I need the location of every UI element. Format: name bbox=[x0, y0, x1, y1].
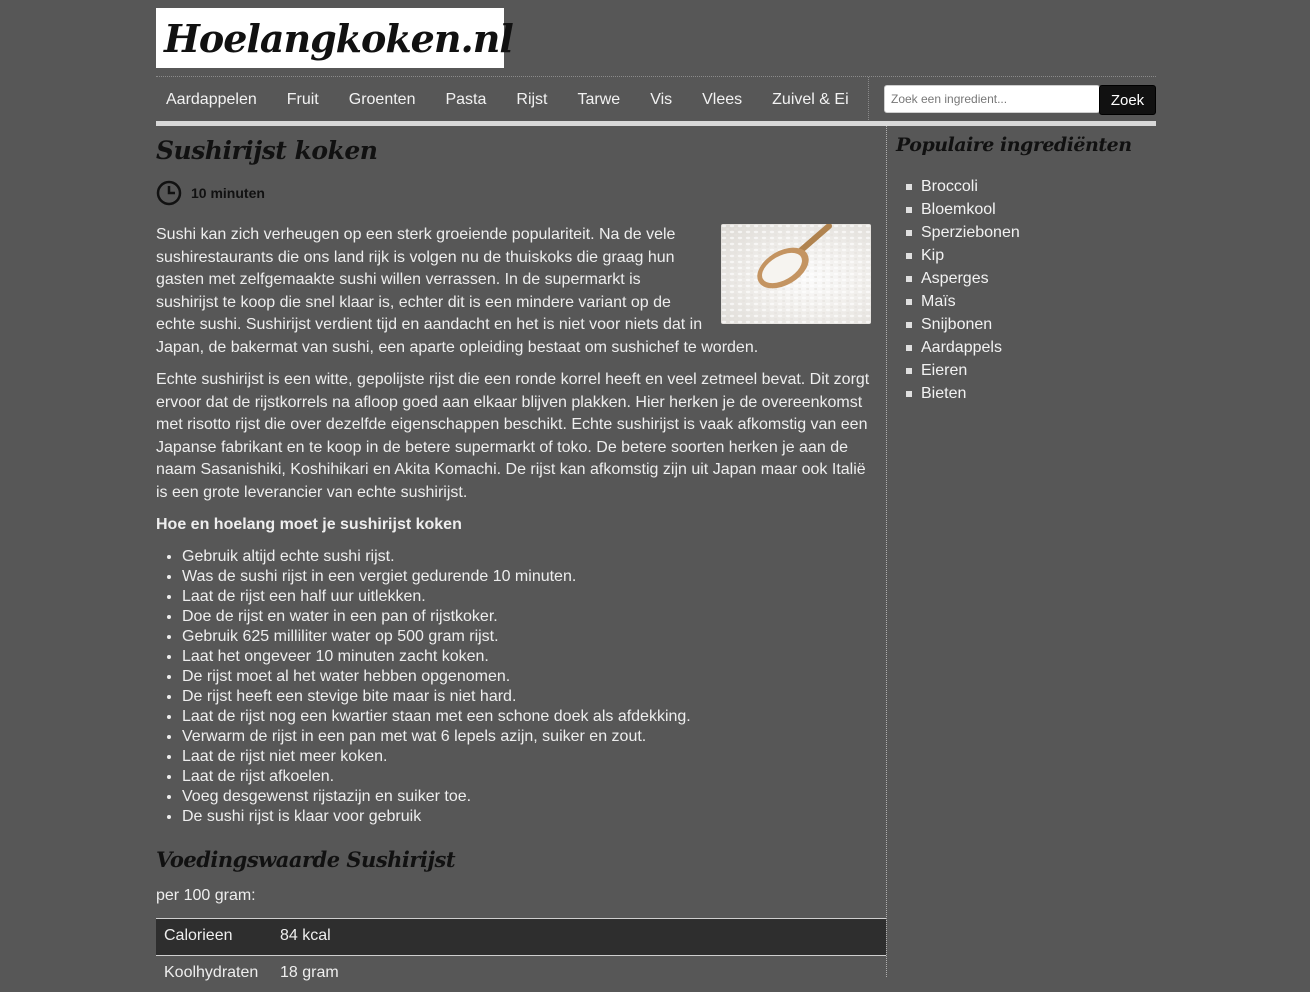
list-item: • De rijst moet al het water hebben opgenomen. bbox=[182, 667, 871, 687]
main-content bbox=[156, 126, 887, 982]
table-row bbox=[156, 955, 886, 992]
list-item: • Doe de rijst en water in een pan of rijstkoker. bbox=[182, 607, 871, 627]
logo-text: Hoelangkoken.nl bbox=[164, 15, 513, 61]
sidebar-item-label: Sperziebonen bbox=[921, 223, 1020, 241]
sidebar-title: Populaire ingrediënten bbox=[896, 134, 1132, 156]
list-item: • Laat het ongeveer 10 minuten zacht koken. bbox=[182, 647, 871, 667]
nav-item-vlees[interactable]: Vlees bbox=[702, 90, 743, 108]
list-item: • Laat de rijst afkoelen. bbox=[182, 767, 871, 787]
description-paragraph: Echte sushirijst is een witte, gepolijste rijst die een ronde korrel heeft en veel zetmeel bevat. Dit zorgt ervoor dat de rijstkorrels na afloop goed aan elkaar blijven plakken. Hier herken je de overeenkomst met risotto rijst die over dezelfde eigenschappen beschikt. Echte sushirijst is vaak afkomstig van een Japanse fabrikant en te koop in de betere supermarkt of toko. De betere soorten herken je aan de naam Sasanishiki, Koshihikari en Akita Komachi. De rijst kan afkomstig zijn uit Japan maar ook Italië is een grote leverancier van echte sushirijst. bbox=[156, 371, 870, 501]
nav-item-tarwe[interactable]: Tarwe bbox=[577, 90, 621, 108]
sidebar-item-mais[interactable] bbox=[906, 290, 1020, 313]
nutrition-value: 84 kcal bbox=[272, 918, 886, 955]
cooking-time-label: 10 minuten bbox=[191, 185, 265, 201]
bullet-square-icon bbox=[906, 345, 912, 351]
nav-item-groenten[interactable]: Groenten bbox=[348, 90, 416, 108]
steps-list bbox=[156, 547, 871, 827]
list-item: • Laat de rijst niet meer koken. bbox=[182, 747, 871, 767]
nav-item-vis[interactable]: Vis bbox=[650, 90, 673, 108]
sidebar-item-kip[interactable] bbox=[906, 244, 1020, 267]
sidebar-item-aardappels[interactable] bbox=[906, 336, 1020, 359]
list-item: • Gebruik 625 milliliter water op 500 gram rijst. bbox=[182, 627, 871, 647]
sidebar-item-label: Kip bbox=[921, 246, 945, 264]
nutrition-label: Koolhydraten bbox=[156, 955, 272, 992]
nutrition-label: Calorieen bbox=[156, 918, 272, 955]
table-row bbox=[156, 918, 886, 955]
main-navigation bbox=[156, 76, 1156, 123]
site-logo[interactable] bbox=[156, 8, 513, 68]
nutrition-value: 18 gram bbox=[272, 955, 886, 992]
list-item: • Laat de rijst een half uur uitlekken. bbox=[182, 587, 871, 607]
search-input[interactable] bbox=[884, 85, 1100, 113]
article-body bbox=[156, 224, 871, 992]
list-item: • De sushi rijst is klaar voor gebruik bbox=[182, 807, 871, 827]
sidebar-item-label: Broccoli bbox=[921, 177, 978, 195]
nav-item-rijst[interactable]: Rijst bbox=[516, 90, 548, 108]
cooking-time bbox=[156, 180, 265, 206]
sidebar-item-sperziebonen[interactable] bbox=[906, 221, 1020, 244]
sidebar-item-label: Aardappels bbox=[921, 338, 1002, 356]
sidebar-item-bloemkool[interactable] bbox=[906, 198, 1020, 221]
bullet-square-icon bbox=[906, 184, 912, 190]
nutrition-table bbox=[156, 918, 886, 992]
sidebar-item-broccoli[interactable] bbox=[906, 175, 1020, 198]
bullet-square-icon bbox=[906, 391, 912, 397]
bullet-square-icon bbox=[906, 276, 912, 282]
sushi-rice-image bbox=[721, 224, 871, 324]
sidebar-item-bieten[interactable] bbox=[906, 382, 1020, 405]
nutrition-per-label: per 100 gram: bbox=[156, 887, 256, 904]
nav-item-pasta[interactable]: Pasta bbox=[445, 90, 487, 108]
howto-heading: Hoe en hoelang moet je sushirijst koken bbox=[156, 516, 462, 533]
nutrition-heading: Voedingswaarde Sushirijst bbox=[156, 846, 456, 872]
sidebar-item-label: Asperges bbox=[921, 269, 989, 287]
nav-item-aardappelen[interactable]: Aardappelen bbox=[166, 90, 257, 108]
bullet-square-icon bbox=[906, 230, 912, 236]
bullet-square-icon bbox=[906, 253, 912, 259]
nav-item-fruit[interactable]: Fruit bbox=[286, 90, 319, 108]
search-button[interactable]: Zoek bbox=[1099, 85, 1156, 115]
nav-divider bbox=[868, 77, 869, 122]
page-title: Sushirijst koken bbox=[156, 136, 378, 165]
clock-icon bbox=[156, 180, 182, 206]
sidebar-item-label: Bieten bbox=[921, 384, 967, 402]
nav-menu bbox=[156, 77, 869, 122]
sidebar-item-snijbonen[interactable] bbox=[906, 313, 1020, 336]
sidebar-item-eieren[interactable] bbox=[906, 359, 1020, 382]
popular-ingredients-list bbox=[906, 175, 1020, 405]
sidebar-item-asperges[interactable] bbox=[906, 267, 1020, 290]
list-item: • De rijst heeft een stevige bite maar is niet hard. bbox=[182, 687, 871, 707]
sidebar-item-label: Snijbonen bbox=[921, 315, 993, 333]
bullet-square-icon bbox=[906, 322, 912, 328]
rice-spoon-illustration bbox=[721, 224, 871, 324]
sidebar-item-label: Bloemkool bbox=[921, 200, 996, 218]
nav-item-zuivel-ei[interactable]: Zuivel & Ei bbox=[772, 90, 849, 108]
intro-paragraph: Sushi kan zich verheugen op een sterk groeiende populariteit. Na de vele sushirestaurants die ons land rijk is volgen nu de thuiskoks die graag hun gasten met zelfgemaakte sushi willen verrassen. In de supermarkt is sushirijst te koop die snel klaar is, echter dit is een mindere variant op de echte sushi. Sushirijst verdient tijd en aandacht en het is niet voor niets dat in Japan, de bakermat van sushi, een aparte opleiding bestaat om sushichef te worden. bbox=[156, 226, 759, 356]
sidebar-item-label: Maïs bbox=[921, 292, 956, 310]
list-item: • Gebruik altijd echte sushi rijst. bbox=[182, 547, 871, 567]
list-item: • Laat de rijst nog een kwartier staan met een schone doek als afdekking. bbox=[182, 707, 871, 727]
list-item: • Was de sushi rijst in een vergiet gedurende 10 minuten. bbox=[182, 567, 871, 587]
sidebar-item-label: Eieren bbox=[921, 361, 968, 379]
bullet-square-icon bbox=[906, 299, 912, 305]
list-item: • Verwarm de rijst in een pan met wat 6 lepels azijn, suiker en zout. bbox=[182, 727, 871, 747]
bullet-square-icon bbox=[906, 368, 912, 374]
list-item: • Voeg desgewenst rijstazijn en suiker toe. bbox=[182, 787, 871, 807]
bullet-square-icon bbox=[906, 207, 912, 213]
